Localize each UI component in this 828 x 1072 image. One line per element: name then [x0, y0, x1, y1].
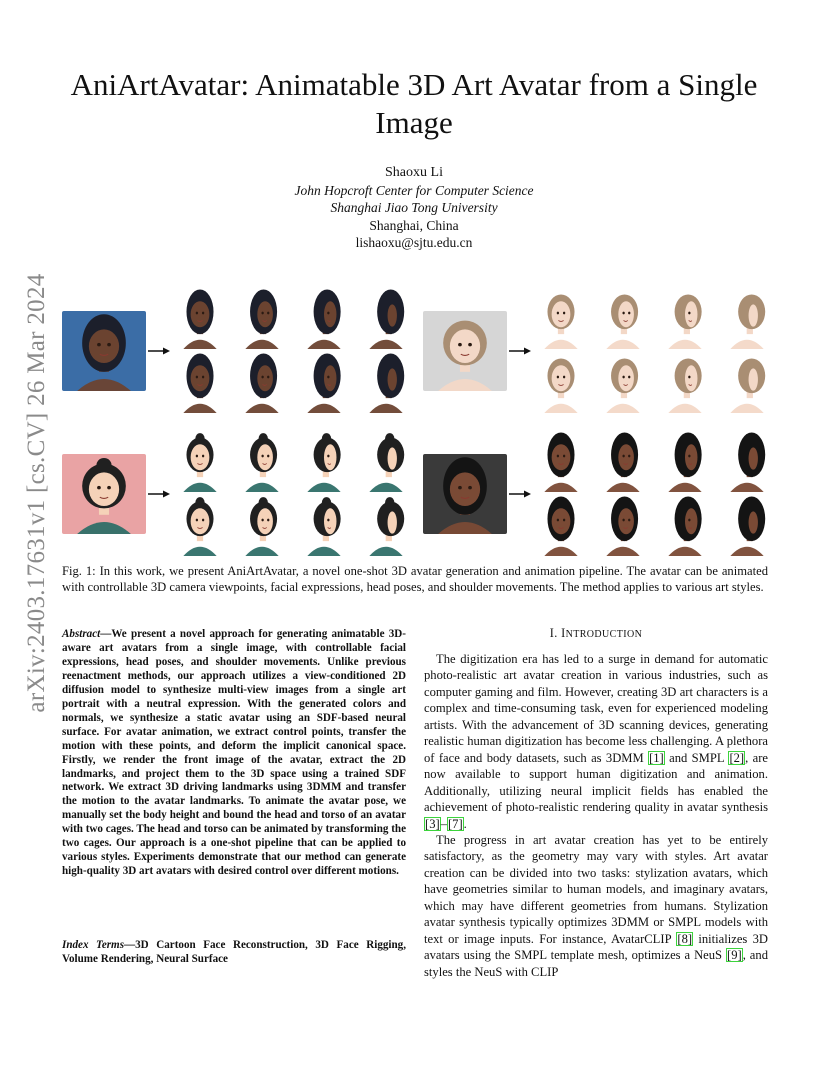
arrow-icon — [148, 347, 170, 355]
section-number: I. — [549, 626, 562, 640]
rendered-view-bob — [721, 351, 773, 413]
rendered-view-bun — [174, 494, 226, 556]
rendered-view-dark — [721, 430, 773, 492]
input-portrait-bob — [423, 311, 507, 391]
citation-link[interactable]: [1] — [649, 750, 664, 765]
intro-text: initializes 3D avatars using the SMPL template mesh, optimizes a NeuS — [424, 931, 768, 963]
rendered-view-bob — [597, 351, 649, 413]
rendered-view-bun — [236, 494, 288, 556]
rendered-view-bun — [174, 430, 226, 492]
input-portrait-bun — [62, 454, 146, 534]
input-portrait-braids — [62, 311, 146, 391]
intro-text: The progress in art avatar creation has yet to be entirely satisfactory, as the geometry may vary with styles. Art avatar creation can be divided into two tasks: stylization avatars, which have geometries similar to human models, and imaginary avatars, which may have different geometries from humans. Stylization avatar synthesis typically optimizes 3DMM or SMPL models with text or image inputs. For instance, AvatarCLIP — [424, 832, 768, 946]
intro-text: , are now available to support human digitization and animation. Additionally, utilizing neural implicit fields has enabled the achievement of photo-realistic rendering quality in avatar synthesis — [424, 750, 769, 815]
index-terms — [62, 939, 406, 967]
intro-text: – — [440, 816, 447, 831]
input-portrait-dark — [423, 454, 507, 534]
rendered-view-bun — [298, 494, 350, 556]
citation-link[interactable]: [8] — [677, 931, 693, 946]
index-terms-text: —3D Cartoon Face Reconstruction, 3D Face Rigging, Volume Rendering, Neural Surface — [62, 939, 406, 965]
rendered-view-dark — [597, 430, 649, 492]
rendered-view-braids — [174, 351, 226, 413]
citation-link[interactable]: [9] — [727, 948, 742, 963]
rendered-view-bun — [236, 430, 288, 492]
rendered-view-braids — [360, 351, 412, 413]
abstract-text: —We present a novel approach for generating animatable 3D-aware art avatars from a single image, with controllable facial expressions, head poses, and shoulder movements. Unlike previous reenactment methods, our approach utilizes a view-conditioned 2D diffusion model to synthesize multi-view images from a single art portrait with a neutral expression. With the generated colors and normals, we synthesize a static avatar using an SDF-based neural surface. For avatar animation, we extract control points, transfer the motion with these points, and deform the implicit canonical space. Firstly, we render the front image of the avatar, extract the 2D landmarks, and project them to the 3D space using a trained SDF network. We extract 3D driving landmarks using 3DMM and transfer the motion to the avatar landmarks. To animate the avatar pose, we manually set the body height and bound the head and torso of an avatar with two cages. The head and torso can be animated by transforming the two cages. Our approach is a one-shot pipeline that can be applied to various styles. Experiments demonstrate that our method can generate high-quality 3D art avatars with desired control over different motions. — [62, 628, 407, 878]
author-affiliation-2: Shanghai Jiao Tong University — [330, 200, 498, 215]
arrow-icon — [148, 490, 170, 498]
rendered-view-braids — [298, 351, 350, 413]
rendered-view-bob — [535, 351, 587, 413]
rendered-view-braids — [360, 287, 412, 349]
index-terms-label: Index Terms — [62, 939, 125, 951]
citation-link[interactable]: [3] — [425, 816, 440, 831]
intro-text: , and styles the NeuS with CLIP — [424, 948, 768, 979]
rendered-view-dark — [597, 494, 649, 556]
abstract — [62, 628, 406, 879]
author-email: lishaoxu@sjtu.edu.cn — [355, 235, 473, 250]
arrow-icon — [509, 490, 531, 498]
rendered-view-braids — [298, 287, 350, 349]
introduction-body — [424, 651, 768, 980]
arxiv-identifier — [8, 273, 66, 713]
figure-caption: Fig. 1: In this work, we present AniArtAvatar, a novel one-shot 3D avatar generation and animation pipeline. The avatar can be animated with controllable 3D camera viewpoints, facial expressions, head poses, and shoulder movements. The method applies to various art styles. — [62, 564, 768, 595]
arxiv-identifier-text: arXiv:2403.17631v1 [cs.CV] 26 Mar 2024 — [23, 273, 50, 713]
rendered-view-dark — [535, 494, 587, 556]
rendered-view-bun — [360, 494, 412, 556]
rendered-view-dark — [721, 494, 773, 556]
rendered-view-bun — [298, 430, 350, 492]
intro-paragraph-2 — [424, 832, 768, 980]
rendered-view-bob — [597, 287, 649, 349]
citation-link[interactable]: [2] — [729, 750, 745, 765]
abstract-label: Abstract — [62, 628, 101, 640]
author-name: Shaoxu Li — [385, 165, 443, 180]
rendered-view-bob — [659, 351, 711, 413]
rendered-view-dark — [659, 430, 711, 492]
rendered-view-braids — [174, 287, 226, 349]
paper-title: AniArtAvatar: Animatable 3D Art Avatar from a Single Image — [70, 67, 758, 140]
section-heading-introduction — [424, 626, 768, 641]
intro-text: The digitization era has led to a surge in demand for automatic photo-realistic art avatar creation in various industries, such as computer gaming and film. However, creating 3D art characters is a complex and time-consuming task, even for experienced modeling artists. With the advancement of 3D scanning devices, generating realistic human digitization has become less challenging. A plethora of face and body datasets, such as 3DMM — [424, 652, 768, 765]
intro-text: and SMPL — [664, 750, 729, 765]
author-location: Shanghai, China — [369, 217, 459, 233]
rendered-view-bob — [659, 287, 711, 349]
rendered-view-braids — [236, 351, 288, 413]
arrow-icon — [509, 347, 531, 355]
rendered-view-bob — [721, 287, 773, 349]
intro-text: . — [463, 816, 467, 831]
intro-paragraph-1 — [424, 651, 768, 832]
teaser-figure — [62, 283, 768, 558]
rendered-view-dark — [659, 494, 711, 556]
section-heading-first: I — [561, 626, 566, 640]
rendered-view-bob — [535, 287, 587, 349]
rendered-view-dark — [535, 430, 587, 492]
author-affiliation-1: John Hopcroft Center for Computer Science — [294, 182, 534, 198]
rendered-view-braids — [236, 287, 288, 349]
citation-link[interactable]: [7] — [447, 816, 463, 831]
section-heading-rest: NTRODUCTION — [565, 629, 643, 640]
rendered-view-bun — [360, 430, 412, 492]
author-block — [60, 164, 768, 252]
